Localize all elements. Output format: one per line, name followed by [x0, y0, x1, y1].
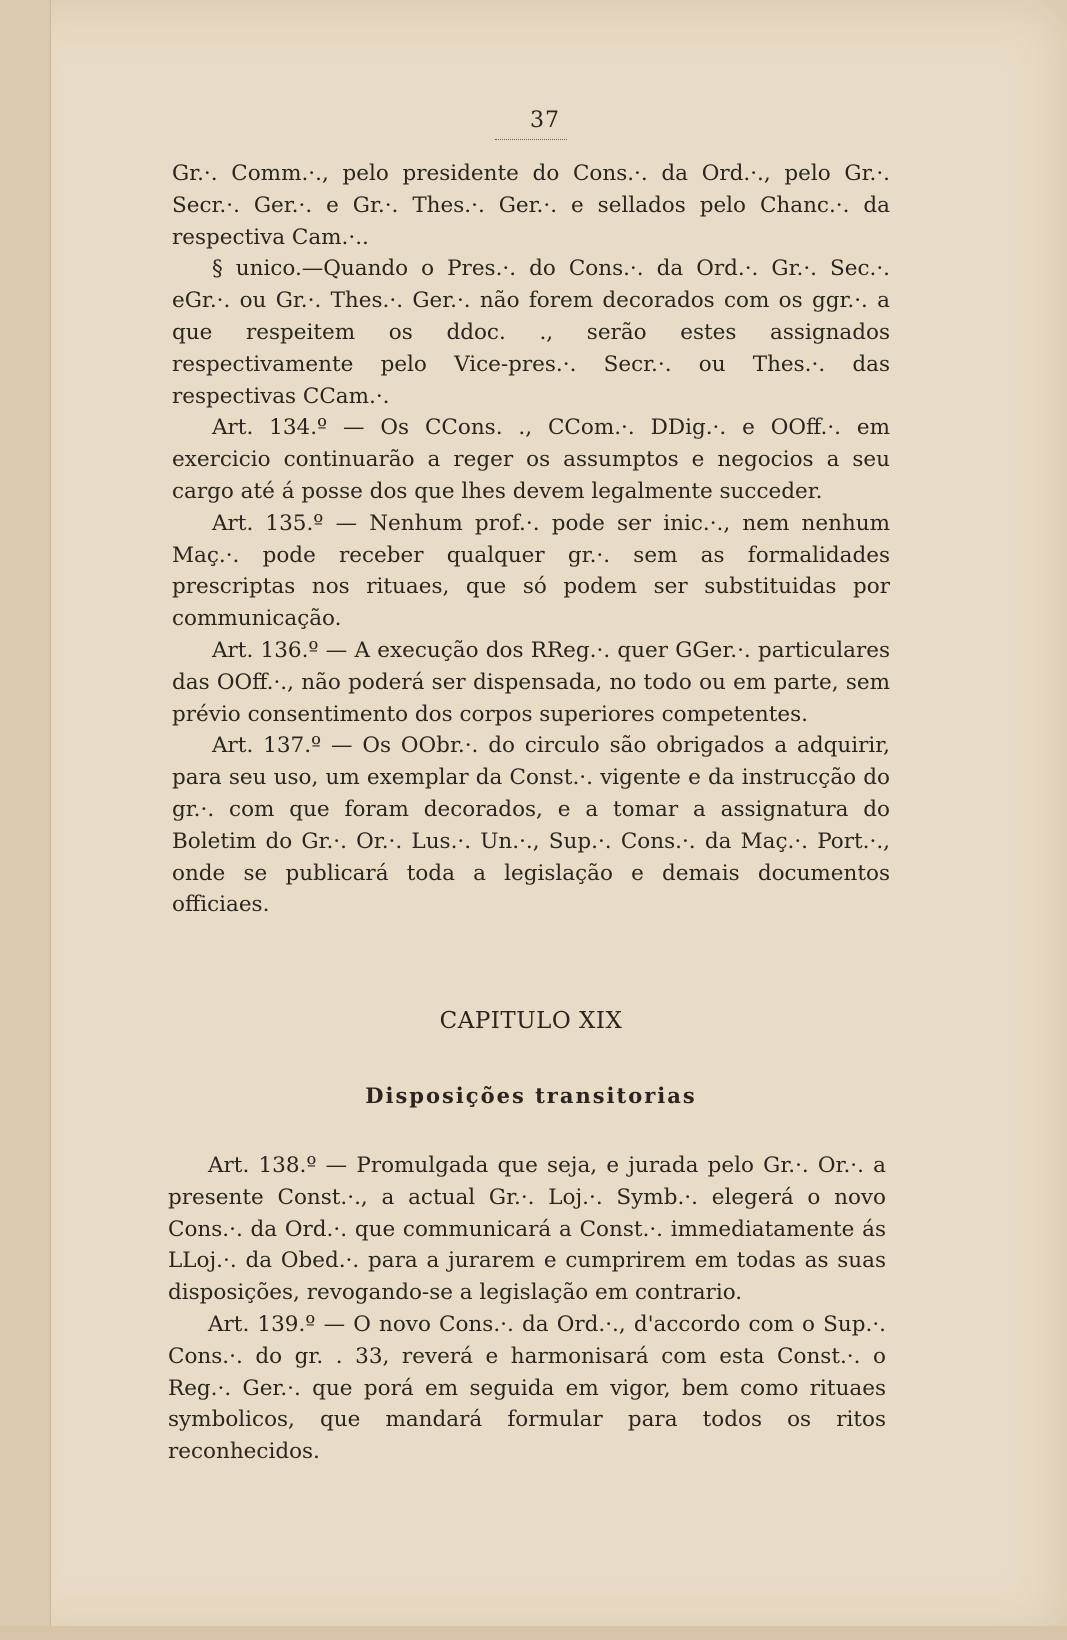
paragraph: Art. 137.º — Os OObr.·. do circulo são obrigados a adquirir, para seu uso, um exemplar da Const.·. vigente e da instrucção do gr.·. com que foram decorados, e a tomar a assignatura do Boletim do Gr.·. Or.·. Lus.·. Un.·., Sup.·. Cons.·. da Maç.·. Port.·., onde se publicará toda a legislação e demais documentos officiaes.: [172, 733, 890, 918]
body-text-bottom: [168, 1150, 886, 1468]
paragraph: Gr.·. Comm.·., pelo presidente do Cons.·. da Ord.·., pelo Gr.·. Secr.·. Ger.·. e Gr.·. Thes.·. Ger.·. e sellados pelo Chanc.·. da respectiva Cam.·..: [172, 161, 890, 250]
paragraph: Art. 135.º — Nenhum prof.·. pode ser inic.·., nem nenhum Maç.·. pode receber qualquer gr.·. sem as formalidades prescriptas nos rituaes, que só podem ser substituidas por communicação.: [172, 510, 890, 632]
page-number-rule: [495, 139, 567, 140]
body-text-top: [172, 158, 890, 921]
page-number: 37: [530, 108, 560, 133]
paragraph: § unico.—Quando o Pres.·. do Cons.·. da Ord.·. Gr.·. Sec.·. eGr.·. ou Gr.·. Thes.·. Ger.·. não forem decorados com os ggr.·. a que respeitem os ddoc. ., serão estes assignados respectivamente pelo Vice-pres.·. Secr.·. ou Thes.·. das respectivas CCam.·.: [172, 256, 890, 409]
paragraph: Art. 139.º — O novo Cons.·. da Ord.·., d'accordo com o Sup.·. Cons.·. do gr. . 33, reverá e harmonisará com esta Const.·. o Reg.·. Ger.·. que porá em seguida em vigor, bem como rituaes symbolicos, que mandará formular para todos os ritos reconhecidos.: [168, 1311, 886, 1465]
paragraph: Art. 136.º — A execução dos RReg.·. quer GGer.·. particulares das OOff.·., não poderá ser dispensada, no todo ou em parte, sem prévio consentimento dos corpos superiores competentes.: [172, 637, 890, 727]
chapter-heading: CAPITULO XIX: [439, 1008, 623, 1034]
bottom-edge: [0, 1626, 1067, 1640]
paragraph: Art. 138.º — Promulgada que seja, e jurada pelo Gr.·. Or.·. a presente Const.·., a actual Gr.·. Loj.·. Symb.·. elegerá o novo Cons.·. da Ord.·. que communicará a Const.·. immediatamente ás LLoj.·. da Obed.·. para a jurarem e cumprirem em todas as suas disposições, revogando-se a legislação em contrario.: [168, 1153, 886, 1306]
binding-edge: [0, 0, 51, 1640]
section-heading: Disposições transitorias: [365, 1083, 697, 1108]
paragraph: Art. 134.º — Os CCons. ., CCom.·. DDig.·. e OOff.·. em exercicio continuarão a reger os assumptos e negocios a seu cargo até á posse dos que lhes devem legalmente succeder.: [172, 415, 890, 504]
